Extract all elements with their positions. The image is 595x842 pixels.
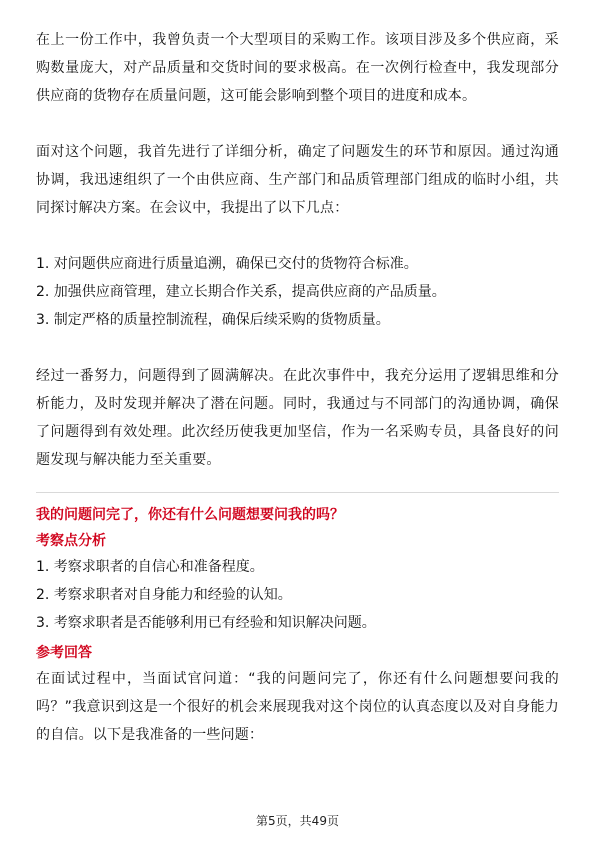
paragraph-gap — [36, 334, 559, 362]
paragraph-gap — [36, 110, 559, 138]
answer-text: 在面试过程中，当面试官问道：“我的问题问完了，你还有什么问题想要问我的吗？”我意识到这是一个很好的机会来展现我对这个岗位的认真态度以及对自身能力的自信。以下是我准备的一些问题： — [36, 671, 559, 743]
paragraph-analysis: 面对这个问题，我首先进行了详细分析，确定了问题发生的环节和原因。通过沟通协调，我迅速组织了一个由供应商、生产部门和品质管理部门组成的临时小组，共同探讨解决方案。在会议中，我提出了以下几点： — [36, 144, 559, 216]
page-number: 第5页，共49页 — [256, 814, 339, 828]
answer-heading: 参考回答 — [36, 645, 92, 661]
page-content — [36, 26, 559, 749]
list-item: 3. 制定严格的质量控制流程，确保后续采购的货物质量。 — [36, 312, 390, 328]
list-item: 1. 考察求职者的自信心和准备程度。 — [36, 559, 264, 575]
measures-list — [36, 250, 559, 334]
analysis-list — [36, 553, 559, 637]
analysis-heading: 考察点分析 — [36, 533, 106, 549]
paragraph-gap — [36, 222, 559, 250]
paragraph-background: 在上一份工作中，我曾负责一个大型项目的采购工作。该项目涉及多个供应商，采购数量庞大，对产品质量和交货时间的要求极高。在一次例行检查中，我发现部分供应商的货物存在质量问题，这可能会影响到整个项目的进度和成本。 — [36, 32, 559, 104]
question-title: 我的问题问完了，你还有什么问题想要问我的吗？ — [36, 507, 344, 523]
list-item: 3. 考察求职者是否能够利用已有经验和知识解决问题。 — [36, 615, 376, 631]
list-item: 2. 考察求职者对自身能力和经验的认知。 — [36, 587, 292, 603]
list-item: 1. 对问题供应商进行质量追溯，确保已交付的货物符合标准。 — [36, 256, 418, 272]
section-divider — [36, 492, 559, 493]
list-item: 2. 加强供应商管理，建立长期合作关系，提高供应商的产品质量。 — [36, 284, 446, 300]
paragraph-conclusion: 经过一番努力，问题得到了圆满解决。在此次事件中，我充分运用了逻辑思维和分析能力，及时发现并解决了潜在问题。同时，我通过与不同部门的沟通协调，确保了问题得到有效处理。此次经历使我更加坚信，作为一名采购专员，具备良好的问题发现与解决能力至关重要。 — [36, 368, 559, 468]
